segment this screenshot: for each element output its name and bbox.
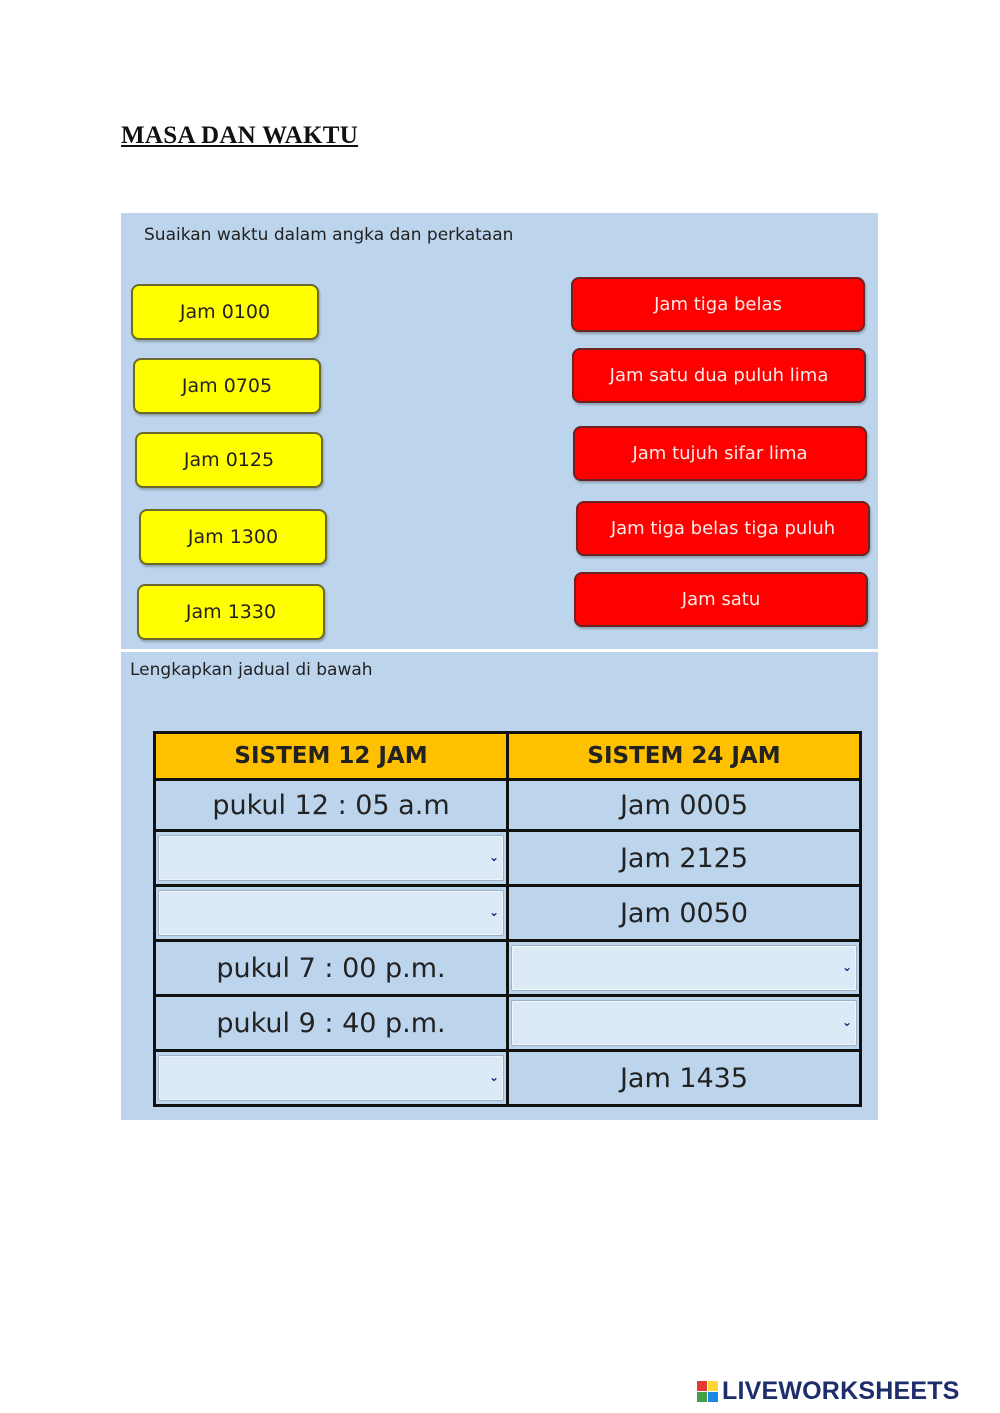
number-card[interactable]: Jam 0125 [135,432,323,488]
logo-square-red [697,1381,707,1391]
table-row [155,1051,861,1106]
logo-square-yellow [708,1381,718,1391]
answer-dropdown[interactable] [158,835,504,881]
answer-dropdown[interactable] [511,1000,857,1046]
cell-12h [155,831,508,886]
word-card[interactable]: Jam tiga belas tiga puluh [576,501,870,556]
number-card[interactable]: Jam 1330 [137,584,325,640]
table-row [155,831,861,886]
cell-12h: pukul 9 : 40 p.m. [155,996,508,1051]
cell-24h [508,941,861,996]
table-row [155,780,861,831]
cell-24h: Jam 2125 [508,831,861,886]
table-row [155,886,861,941]
chevron-down-icon: ⌄ [488,905,499,919]
table-instruction: Lengkapkan jadual di bawah [130,660,373,680]
chevron-down-icon: ⌄ [841,1015,852,1029]
liveworksheets-logo[interactable] [697,1377,960,1406]
cell-12h: pukul 7 : 00 p.m. [155,941,508,996]
number-card[interactable]: Jam 0100 [131,284,319,340]
cell-24h [508,996,861,1051]
table-row [155,941,861,996]
table-row [155,996,861,1051]
cell-12h [155,1051,508,1106]
matching-instruction: Suaikan waktu dalam angka dan perkataan [144,225,514,245]
matching-panel [121,213,878,649]
table-header-row [155,733,861,780]
time-system-table [153,731,862,1107]
chevron-down-icon: ⌄ [488,1070,499,1084]
logo-text: LIVEWORKSHEETS [722,1377,960,1405]
cell-12h [155,886,508,941]
chevron-down-icon: ⌄ [841,960,852,974]
cell-24h: Jam 0050 [508,886,861,941]
header-24h: SISTEM 24 JAM [508,733,861,780]
page-title: MASA DAN WAKTU [121,122,359,149]
answer-dropdown[interactable] [511,945,857,991]
cell-12h: pukul 12 : 05 a.m [155,780,508,831]
cell-24h: Jam 1435 [508,1051,861,1106]
logo-square-green [697,1392,707,1402]
cell-24h: Jam 0005 [508,780,861,831]
logo-square-blue [708,1392,718,1402]
answer-dropdown[interactable] [158,890,504,936]
answer-dropdown[interactable] [158,1055,504,1101]
word-card[interactable]: Jam satu [574,572,868,627]
word-card[interactable]: Jam satu dua puluh lima [572,348,866,403]
word-card[interactable]: Jam tujuh sifar lima [573,426,867,481]
header-12h: SISTEM 12 JAM [155,733,508,780]
word-card[interactable]: Jam tiga belas [571,277,865,332]
table-panel [121,652,878,1120]
number-card[interactable]: Jam 1300 [139,509,327,565]
number-card[interactable]: Jam 0705 [133,358,321,414]
chevron-down-icon: ⌄ [488,850,499,864]
liveworksheets-logo-icon [697,1381,718,1402]
